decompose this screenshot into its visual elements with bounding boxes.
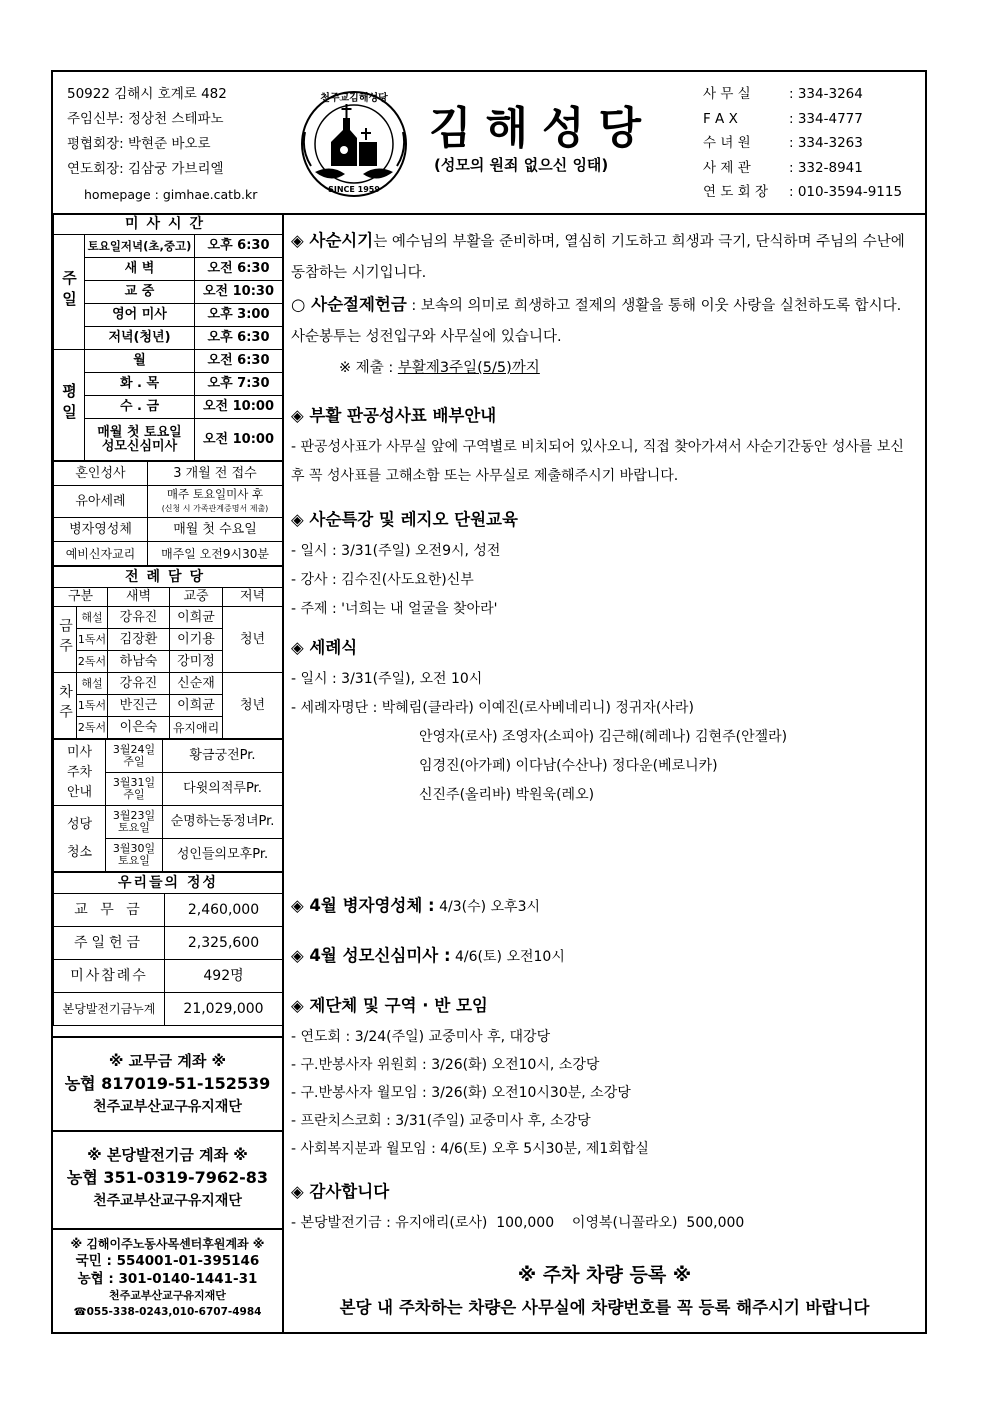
contact-label: F A X (703, 110, 738, 127)
mass-name: 토요일저녁(초,중고) (85, 235, 195, 258)
baptism-head: ◈ 세례식 (291, 638, 358, 657)
account-title: ※ 본당발전기금 계좌 ※ (87, 1146, 248, 1164)
service-name: 예비신자교리 (54, 542, 148, 566)
parking-reg-text: 본당 내 주차하는 차량은 사무실에 차량번호를 꼭 등록 해주시기 바랍니다 (339, 1298, 870, 1317)
header-info (67, 82, 257, 207)
deadline-label: ※ 제출 : (339, 360, 398, 376)
main-minister: 이희균 (170, 607, 223, 629)
lecture-line: - 강사 : 김수진(사도요한)신부 (291, 572, 474, 588)
mass-time: 오전 6:30 (195, 350, 283, 373)
homepage-link[interactable]: homepage : gimhae.catb.kr (84, 187, 258, 202)
lecture-notice (291, 503, 919, 624)
evening-minister: 청년 (223, 673, 283, 739)
mass-time: 오후 3:00 (195, 304, 283, 327)
meetings-notice (291, 989, 919, 1163)
parish-subtitle: (성모의 원죄 없으신 잉태) (434, 156, 609, 174)
account-number: 농협 : 301-0140-1441-31 (77, 1271, 258, 1287)
sick-head: ◈ 4월 병자영성체 : (291, 896, 435, 915)
evening-minister: 청년 (223, 607, 283, 673)
service-value: 3 개월 전 접수 (148, 462, 283, 486)
duty-date: 3월23일 토요일 (106, 806, 163, 839)
dawn-minister: 강유진 (108, 673, 170, 695)
mass-name: 새 벽 (85, 258, 195, 281)
mass-time: 오전 10:00 (195, 396, 283, 419)
service-name: 유아세례 (54, 486, 148, 518)
mass-schedule-title: 미사시간 (54, 214, 283, 235)
role: 1독서 (77, 695, 108, 717)
cleaning-label: 성당청소 (54, 806, 106, 872)
account-title: ※ 교무금 계좌 ※ (108, 1052, 227, 1070)
mass-name: 저녁(청년) (85, 327, 195, 350)
lecture-line: - 주제 : '너희는 내 얼굴을 찾아라' (291, 601, 498, 617)
contact-fax (703, 107, 902, 132)
mass-time: 오전 10:00 (195, 419, 283, 461)
offering-value: 2,325,600 (165, 927, 283, 960)
easter-head: ◈ 부활 판공성사표 배부안내 (291, 406, 497, 425)
contact-value: : 332-8941 (789, 159, 863, 176)
contact-label: 사 무 실 (703, 86, 751, 102)
baptism-names-label: - 세례자명단 : (291, 700, 382, 716)
liturgy-col: 저녁 (223, 588, 283, 607)
main-minister: 신순재 (170, 673, 223, 695)
contact-value: : 334-3264 (789, 86, 863, 102)
meeting-line: - 사회복지분과 월모임 : 4/6(토) 오후 5시30분, 제1회합실 (291, 1141, 649, 1157)
account-development (53, 1130, 282, 1230)
main-minister: 이기용 (170, 629, 223, 651)
meeting-line: - 구.반봉사자 월모임 : 3/26(화) 오전10시30분, 소강당 (291, 1085, 631, 1101)
account-number: 국민 : 554001-01-395146 (75, 1253, 260, 1269)
main-minister: 강미정 (170, 651, 223, 673)
mass-time: 오전 6:30 (195, 258, 283, 281)
contact-value: : 334-3263 (789, 135, 863, 151)
service-value: 매주 토요일미사 후 (신청 시 가족관계증명서 제출) (148, 486, 283, 518)
offering-table (53, 872, 283, 1026)
liturgy-col: 새벽 (108, 588, 170, 607)
baptism-names: 임경진(아가페) 이다남(수산나) 정다운(베로니카) (419, 758, 718, 774)
marian-mass-notice (291, 941, 919, 972)
contact-value: : 334-4777 (789, 110, 863, 127)
duty-date: 3월30일 토요일 (106, 839, 163, 872)
account-holder: 천주교부산교구유지재단 (109, 1289, 226, 1302)
baptism-date: - 일시 : 3/31(주일), 오전 10시 (291, 671, 483, 687)
rosary-president: 연도회장: 김삼궁 가브리엘 (67, 161, 224, 177)
contact-label: 수 녀 원 (703, 135, 751, 151)
account-number: 농협 817019-51-152539 (64, 1074, 271, 1093)
sick-communion-notice (291, 891, 919, 922)
contact-rosary (703, 180, 902, 205)
weekday-label: 평일 (54, 350, 85, 461)
service-value: 매월 첫 수요일 (148, 518, 283, 542)
offering-value: 2,460,000 (165, 894, 283, 927)
dawn-minister: 반진근 (108, 695, 170, 717)
main-minister: 이희균 (170, 695, 223, 717)
mass-name: 월 (85, 350, 195, 373)
account-tithe (53, 1036, 282, 1132)
contact-convent (703, 131, 902, 156)
mass-schedule-table (53, 213, 283, 461)
contact-value: : 010-3594-9115 (789, 184, 903, 200)
role: 해설 (77, 607, 108, 629)
role: 2독서 (77, 717, 108, 739)
mass-name: 화 . 목 (85, 373, 195, 396)
week-label: 금주 (54, 607, 77, 673)
duty-team: 순명하는동정녀Pr. (163, 806, 283, 839)
contact-rectory (703, 156, 902, 181)
baptism-names: 박혜림(클라라) 이예진(로사베네리니) 정귀자(사라) (381, 700, 694, 716)
contact-label: 연 도 회 장 (703, 184, 769, 200)
role: 해설 (77, 673, 108, 695)
notice-column (284, 213, 925, 1332)
pastor: 주임신부: 정상천 스테파노 (67, 111, 224, 127)
marian-text: 4/6(토) 오전10시 (450, 949, 565, 965)
lent-text: 는 예수님의 부활을 준비하며, 열심히 기도하고 희생과 극기, 단식하며 주님의 수난에 동참하는 시기입니다. (291, 234, 905, 281)
service-name: 혼인성사 (54, 462, 148, 486)
logo-since-text: SINCE 1959 (328, 185, 380, 194)
role: 2독서 (77, 651, 108, 673)
duty-team: 성인들의모후Pr. (163, 839, 283, 872)
account-title: ※ 김해이주노동사목센터후원계좌 ※ (70, 1237, 265, 1251)
duty-table (53, 739, 283, 872)
thanks-notice (291, 1175, 919, 1238)
sacraments-table (53, 461, 283, 566)
dawn-minister: 김장환 (108, 629, 170, 651)
baptism-notice (291, 631, 919, 810)
address: 50922 김해시 호계로 482 (67, 86, 227, 102)
offering-name: 주일헌금 (54, 927, 165, 960)
easter-confession-notice (291, 399, 919, 491)
service-value: 매주일 오전9시30분 (148, 542, 283, 566)
bulletin-frame (51, 70, 927, 1334)
marian-head: ◈ 4월 성모신심미사 : (291, 946, 451, 965)
account-holder: 천주교부산교구유지재단 (93, 1193, 242, 1209)
account-number: 농협 351-0319-7962-83 (66, 1168, 269, 1187)
parking-registration (284, 1257, 925, 1323)
council-president: 평협회장: 박현준 바오로 (67, 136, 211, 152)
liturgy-table (53, 566, 283, 739)
liturgy-title: 전례담당 (54, 567, 283, 588)
lent-head: ◈ 사순시기 (291, 231, 374, 250)
mass-time: 오후 6:30 (195, 327, 283, 350)
account-phone: ☎055-338-0243,010-6707-4984 (73, 1306, 262, 1318)
meetings-head: ◈ 제단체 및 구역 · 반 모임 (291, 996, 488, 1015)
baptism-names-row (291, 694, 919, 723)
dawn-minister: 이은숙 (108, 717, 170, 739)
duty-date: 3월31일 주일 (106, 773, 163, 806)
lent-offering-text: : 보속의 의미로 희생하고 절제의 생활을 통해 이웃 사랑을 실천하도록 합시다. 사순봉투는 성전입구와 사무실에 있습니다. (291, 298, 902, 345)
dawn-minister: 하남숙 (108, 651, 170, 673)
offering-name: 미사참례수 (54, 960, 165, 993)
duty-team: 다윗의적루Pr. (163, 773, 283, 806)
mass-name: 영어 미사 (85, 304, 195, 327)
role: 1독서 (77, 629, 108, 651)
offering-name: 교 무 금 (54, 894, 165, 927)
mass-name: 매월 첫 토요일 성모신심미사 (85, 419, 195, 461)
mass-time: 오전 10:30 (195, 281, 283, 304)
baptism-names: 신진주(올리바) 박원욱(레오) (419, 787, 595, 803)
offering-value: 492명 (165, 960, 283, 993)
liturgy-col: 교중 (170, 588, 223, 607)
week-label: 차주 (54, 673, 77, 739)
mass-name: 수 . 금 (85, 396, 195, 419)
meeting-line: - 프란치스코회 : 3/31(주일) 교중미사 후, 소강당 (291, 1113, 591, 1129)
logo-ring-text: 천주교김해성당 (320, 93, 388, 104)
mass-time: 오후 6:30 (195, 235, 283, 258)
lecture-head: ◈ 사순특강 및 레지오 단원교육 (291, 510, 518, 529)
mass-name: 교 중 (85, 281, 195, 304)
duty-team: 황금궁전Pr. (163, 740, 283, 773)
liturgy-col: 구분 (54, 588, 108, 607)
parking-reg-head: ※ 주차 차량 등록 ※ (517, 1264, 692, 1286)
baptism-names: 안영자(로사) 조영자(소피아) 김근해(헤레나) 김현주(안젤라) (419, 729, 788, 745)
mass-time: 오후 7:30 (195, 373, 283, 396)
offering-name: 본당발전기금누계 (54, 993, 165, 1026)
duty-date: 3월24일 주일 (106, 740, 163, 773)
account-migrant-center (53, 1228, 282, 1326)
main-minister: 유지애리 (170, 717, 223, 739)
thanks-head: ◈ 감사합니다 (291, 1182, 390, 1201)
parish-title: 김해성당 (429, 103, 656, 154)
offering-value: 21,029,000 (165, 993, 283, 1026)
sick-text: 4/3(수) 오후3시 (434, 899, 540, 915)
sunday-label: 주일 (54, 235, 85, 350)
lecture-line: - 일시 : 3/31(주일) 오전9시, 성전 (291, 543, 501, 559)
account-holder: 천주교부산교구유지재단 (93, 1099, 242, 1115)
thanks-text: - 본당발전기금 : 유지애리(로사) 100,000 이영복(니꼴라오) 500,000 (291, 1215, 745, 1231)
lent-notice (291, 225, 919, 384)
meeting-line: - 연도회 : 3/24(주일) 교중미사 후, 대강당 (291, 1029, 551, 1045)
contact-office (703, 82, 902, 107)
sidebar (53, 213, 284, 1332)
dawn-minister: 강유진 (108, 607, 170, 629)
contact-list (703, 82, 902, 205)
offering-title: 우리들의 정성 (54, 873, 283, 894)
parking-label: 미사주차안내 (54, 740, 106, 806)
contact-label: 사 제 관 (703, 159, 751, 176)
meeting-line: - 구.반봉사자 위원회 : 3/26(화) 오전10시, 소강당 (291, 1057, 600, 1073)
header (53, 72, 925, 215)
church-logo-icon (293, 88, 415, 204)
easter-text: - 판공성사표가 사무실 앞에 구역별로 비치되어 있사오니, 직접 찾아가셔서 사순기간동안 성사를 보신 후 꼭 성사표를 고해소함 또는 사무실로 제출해주시기 바랍니다. (291, 439, 904, 484)
deadline-value: 부활제3주일(5/5)까지 (397, 360, 540, 376)
lent-offering-head: ○ 사순절제헌금 (291, 295, 407, 314)
service-name: 병자영성체 (54, 518, 148, 542)
